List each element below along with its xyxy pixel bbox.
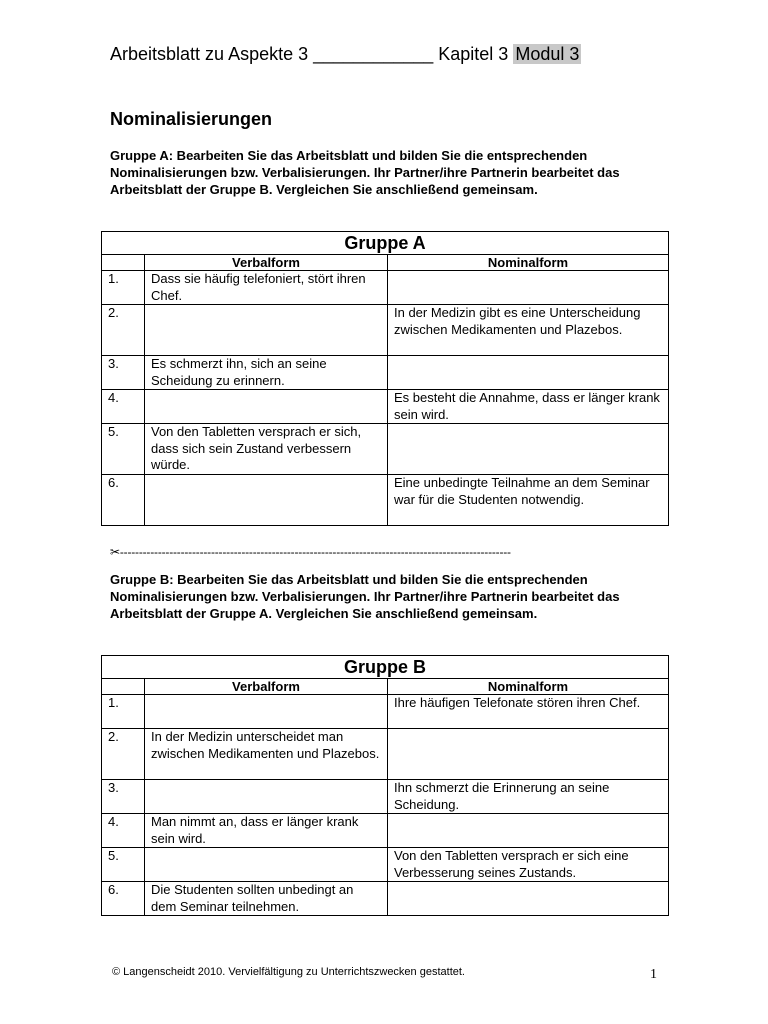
group-a-title: Gruppe A xyxy=(102,232,669,255)
verbal-cell: In der Medizin unterscheidet man zwischen Medikamenten und Plazebos. xyxy=(145,729,388,780)
row-number: 2. xyxy=(102,729,145,780)
column-nominal-header: Nominalform xyxy=(388,255,669,271)
table-row xyxy=(102,424,669,475)
table-row xyxy=(102,695,669,729)
verbal-cell: Von den Tabletten versprach er sich, dass sich sein Zustand verbessern würde. xyxy=(145,424,388,475)
group-a-table xyxy=(101,231,669,526)
header-chapter: Kapitel 3 xyxy=(438,44,509,64)
table-row xyxy=(102,475,669,526)
group-b-table xyxy=(101,655,669,916)
table-row xyxy=(102,780,669,814)
row-number: 3. xyxy=(102,356,145,390)
verbal-cell xyxy=(145,695,388,729)
table-row xyxy=(102,390,669,424)
row-number: 5. xyxy=(102,848,145,882)
header-module: Modul 3 xyxy=(515,44,580,64)
column-verbal-header: Verbalform xyxy=(145,255,388,271)
page-title: Nominalisierungen xyxy=(110,109,273,129)
table-row xyxy=(102,271,669,305)
group-b-instructions: Gruppe B: Bearbeiten Sie das Arbeitsblatt und bilden Sie die entsprechenden Nominalisierungen bzw. Verbalisierungen. Ihr Partner/ihre Partnerin bearbeitet das Arbeitsblatt der Gruppe A. Vergleichen Sie anschließend gemeinsam. xyxy=(110,572,620,621)
row-number: 6. xyxy=(102,882,145,916)
nominal-cell: Es besteht die Annahme, dass er länger krank sein wird. xyxy=(388,390,669,424)
nominal-cell xyxy=(388,356,669,390)
table-row xyxy=(102,882,669,916)
nominal-cell: Eine unbedingte Teilnahme an dem Seminar war für die Studenten notwendig. xyxy=(388,475,669,526)
column-number-header xyxy=(102,255,145,271)
table-row xyxy=(102,729,669,780)
verbal-cell xyxy=(145,390,388,424)
nominal-cell: Von den Tabletten versprach er sich eine Verbesserung seines Zustands. xyxy=(388,848,669,882)
nominal-cell: In der Medizin gibt es eine Unterscheidung zwischen Medikamenten und Plazebos. xyxy=(388,305,669,356)
row-number: 4. xyxy=(102,814,145,848)
page-number: 1 xyxy=(650,967,657,982)
table-row xyxy=(102,305,669,356)
row-number: 5. xyxy=(102,424,145,475)
group-a-instructions: Gruppe A: Bearbeiten Sie das Arbeitsblatt und bilden Sie die entsprechenden Nominalisierungen bzw. Verbalisierungen. Ihr Partner/ihre Partnerin bearbeitet das Arbeitsblatt der Gruppe B. Vergleichen Sie anschließend gemeinsam. xyxy=(110,148,620,197)
row-number: 6. xyxy=(102,475,145,526)
table-row xyxy=(102,848,669,882)
scissors-cut-line: ✂------------------------------------------------------------------------------------------------------- xyxy=(110,545,511,559)
nominal-cell xyxy=(388,882,669,916)
nominal-cell: Ihn schmerzt die Erinnerung an seine Scheidung. xyxy=(388,780,669,814)
column-verbal-header: Verbalform xyxy=(145,679,388,695)
verbal-cell: Die Studenten sollten unbedingt an dem Seminar teilnehmen. xyxy=(145,882,388,916)
row-number: 2. xyxy=(102,305,145,356)
nominal-cell xyxy=(388,424,669,475)
row-number: 4. xyxy=(102,390,145,424)
table-row xyxy=(102,814,669,848)
row-number: 3. xyxy=(102,780,145,814)
verbal-cell: Dass sie häufig telefoniert, stört ihren Chef. xyxy=(145,271,388,305)
nominal-cell xyxy=(388,729,669,780)
row-number: 1. xyxy=(102,695,145,729)
nominal-cell xyxy=(388,271,669,305)
row-number: 1. xyxy=(102,271,145,305)
copyright-footer: © Langenscheidt 2010. Vervielfältigung zu Unterrichtszwecken gestattet. xyxy=(112,966,465,978)
group-b-title: Gruppe B xyxy=(102,656,669,679)
header-worksheet-label: Arbeitsblatt zu Aspekte 3 ____________ xyxy=(110,44,434,64)
verbal-cell: Man nimmt an, dass er länger krank sein wird. xyxy=(145,814,388,848)
nominal-cell: Ihre häufigen Telefonate stören ihren Chef. xyxy=(388,695,669,729)
verbal-cell xyxy=(145,305,388,356)
verbal-cell xyxy=(145,848,388,882)
verbal-cell xyxy=(145,780,388,814)
verbal-cell: Es schmerzt ihn, sich an seine Scheidung zu erinnern. xyxy=(145,356,388,390)
page-header xyxy=(110,44,581,65)
column-number-header xyxy=(102,679,145,695)
column-nominal-header: Nominalform xyxy=(388,679,669,695)
verbal-cell xyxy=(145,475,388,526)
table-row xyxy=(102,356,669,390)
nominal-cell xyxy=(388,814,669,848)
